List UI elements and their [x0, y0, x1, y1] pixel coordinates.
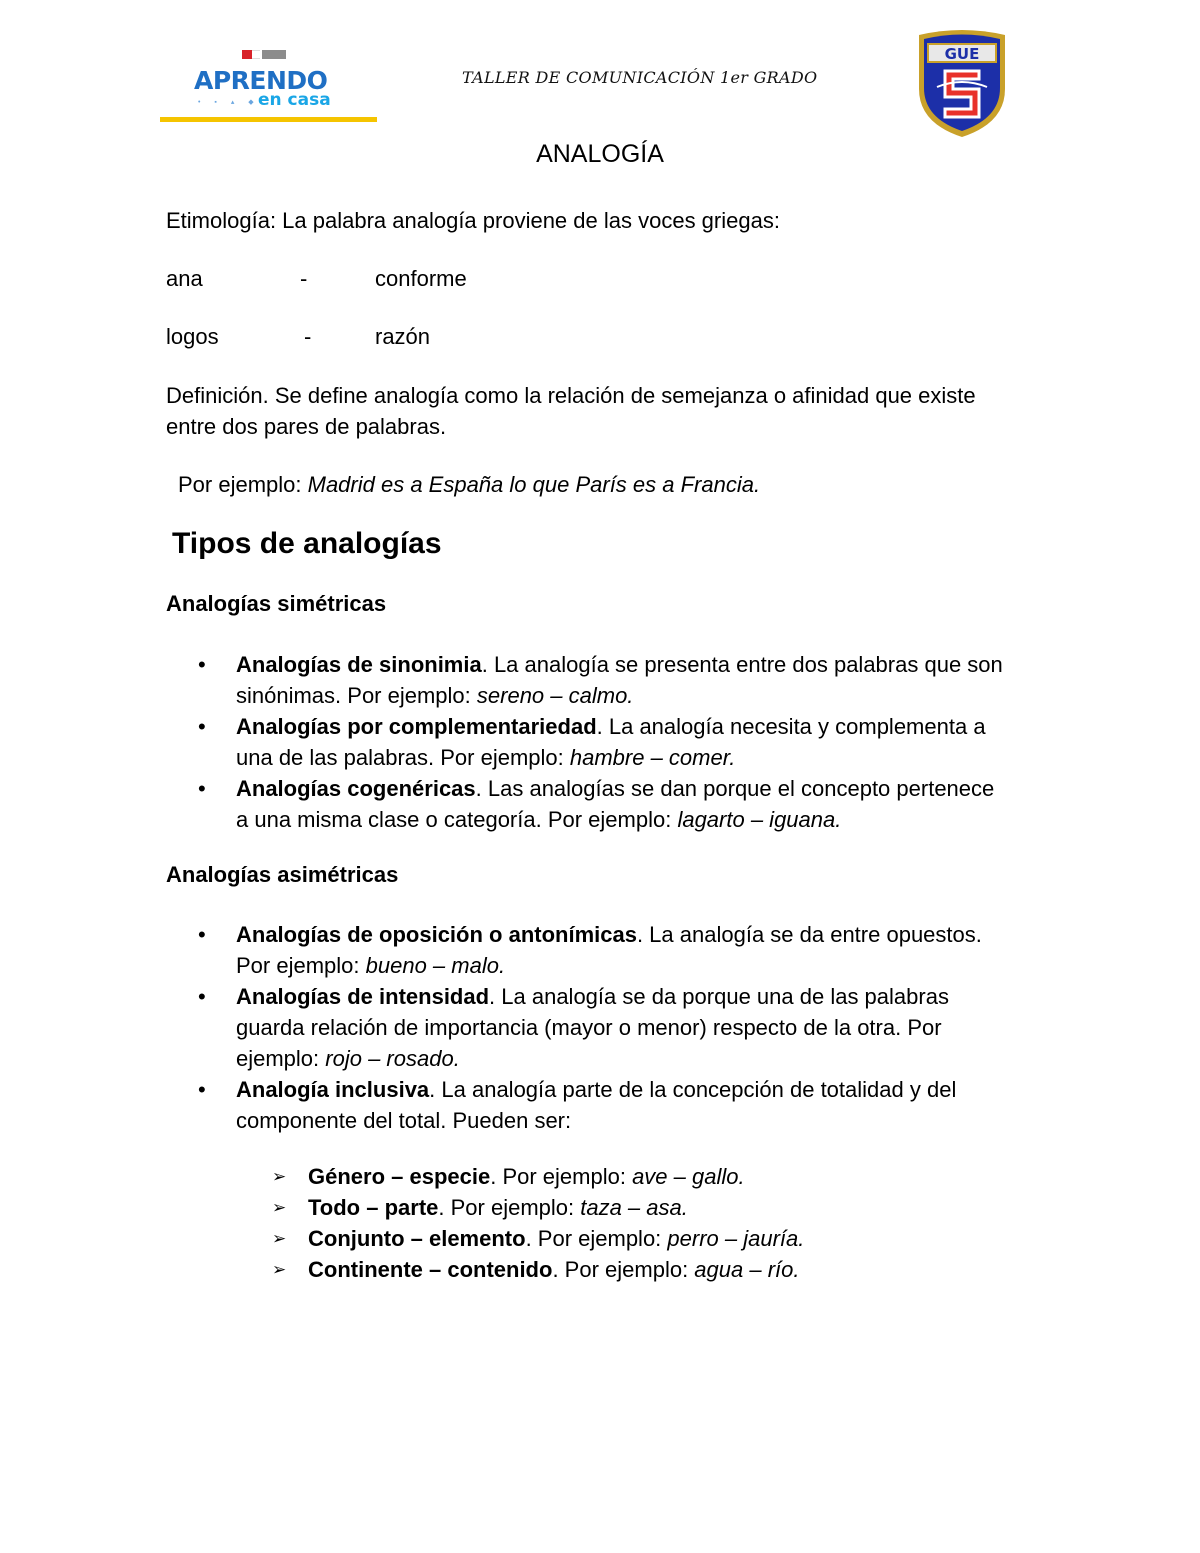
bullet-icon: •: [198, 984, 206, 1009]
symmetric-list: [166, 649, 1066, 835]
bullet-icon: •: [198, 714, 206, 739]
etymology-dash: -: [304, 324, 312, 349]
list-item: • Analogías de oposición o antonímicas. La analogía se da entre opuestos. Por ejemplo: bueno – malo.: [166, 919, 1066, 981]
asymmetric-list: [166, 919, 1066, 1136]
logo-dots-icon: • ▪ ▴ ◆: [198, 99, 260, 106]
arrow-bullet-icon: ➢: [272, 1260, 287, 1279]
logo-tagline-text: en casa: [258, 90, 331, 110]
etymology-intro: Etimología: La palabra analogía proviene de las voces griegas:: [166, 208, 780, 233]
crest-letters: GUE: [944, 45, 980, 63]
types-heading: Tipos de analogías: [172, 527, 442, 560]
etymology-meaning: razón: [375, 324, 431, 349]
list-item: • Analogías por complementariedad. La analogía necesita y complementa a una de las palabras. Por ejemplo: hambre – comer.: [166, 711, 1066, 773]
etymology-dash: -: [300, 266, 308, 291]
etymology-word: ana: [166, 266, 203, 291]
example-text: Madrid es a España lo que París es a Francia.: [307, 472, 761, 497]
list-item: ➢ Género – especie. Por ejemplo: ave – gallo.: [272, 1161, 1072, 1192]
bullet-icon: •: [198, 1077, 206, 1102]
header-course-title: TALLER DE COMUNICACIÓN 1er GRADO: [462, 68, 818, 87]
aprendo-en-casa-logo: [160, 46, 377, 122]
logo-brand-text: APRENDO: [194, 66, 328, 95]
definition-line: Definición. Se define analogía como la relación de semejanza o afinidad que existe: [166, 383, 976, 408]
asymmetric-heading: Analogías asimétricas: [166, 862, 399, 887]
example-line: [178, 469, 760, 500]
symmetric-heading: Analogías simétricas: [166, 591, 387, 616]
arrow-bullet-icon: ➢: [272, 1167, 287, 1186]
list-item: • Analogías de sinonimia. La analogía se presenta entre dos palabras que son sinónimas. Por ejemplo: sereno – calmo.: [166, 649, 1066, 711]
arrow-bullet-icon: ➢: [272, 1198, 287, 1217]
list-item: • Analogías cogenéricas. Las analogías se dan porque el concepto pertenece a una misma clase o categoría. Por ejemplo: lagarto – iguana.: [166, 773, 1066, 835]
list-item: • Analogía inclusiva. La analogía parte de la concepción de totalidad y del componente del total. Pueden ser:: [166, 1074, 1066, 1136]
definition-line: entre dos pares de palabras.: [166, 414, 447, 439]
school-crest-icon: [913, 27, 1011, 139]
bullet-icon: •: [198, 922, 206, 947]
list-item: ➢ Continente – contenido. Por ejemplo: agua – río.: [272, 1254, 1072, 1285]
etymology-meaning: conforme: [375, 266, 467, 291]
example-label: Por ejemplo:: [178, 472, 308, 497]
peru-flag-icon: [242, 50, 286, 59]
bullet-icon: •: [198, 776, 206, 801]
list-item: • Analogías de intensidad. La analogía se da porque una de las palabras guarda relación de importancia (mayor o menor) respecto de la otra. Por ejemplo: rojo – rosado.: [166, 981, 1066, 1074]
arrow-bullet-icon: ➢: [272, 1229, 287, 1248]
definition-paragraph: [166, 380, 976, 442]
list-item: ➢ Todo – parte. Por ejemplo: taza – asa.: [272, 1192, 1072, 1223]
page-title: ANALOGÍA: [536, 140, 664, 168]
inclusive-sublist: [272, 1161, 1072, 1285]
list-item: ➢ Conjunto – elemento. Por ejemplo: perro – jauría.: [272, 1223, 1072, 1254]
bullet-icon: •: [198, 652, 206, 677]
etymology-word: logos: [166, 324, 219, 349]
